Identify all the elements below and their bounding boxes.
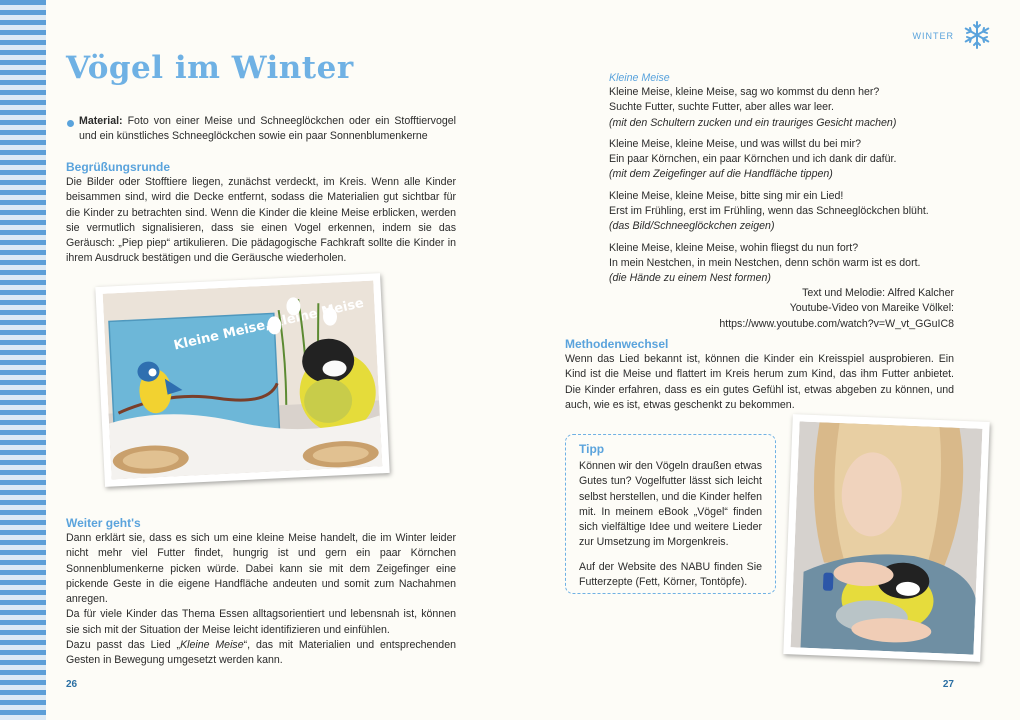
verse-line: Suchte Futter, suchte Futter, aber alles war leer. bbox=[609, 101, 834, 114]
photo-book-and-bird-illustration bbox=[103, 280, 383, 479]
verse-action: (die Hände zu einem Nest formen) bbox=[609, 272, 771, 285]
photo-child-with-bird-illustration bbox=[791, 421, 983, 654]
next-section-body bbox=[66, 531, 456, 669]
material-paragraph bbox=[79, 114, 456, 145]
method-paragraph: Wenn das Lied bekannt ist, können die Kinder ein Kreisspiel ausprobieren. Ein Kind ist die Meise und flattert im Kreis herum zum Kind, das ihm Futter anbietet. Die Kinder erfahren, dass es ein gutes Gefühl ist, etwas abgeben zu können, und auch, wie es ist, etwas geschenkt zu bekommen. bbox=[565, 353, 954, 411]
song-verse bbox=[609, 241, 959, 287]
next-heading: Weiter geht's bbox=[66, 516, 141, 530]
next-p3-end: “, das mit Materialien und entsprechenden Gesten in Bewegung umgesetzt werden kann. bbox=[66, 639, 456, 667]
next-paragraph-2: Da für viele Kinder das Thema Essen alltagsorientiert und lebensnah ist, können sie sich mit der Situation der Meise leicht identifizieren und einfühlen. bbox=[66, 608, 456, 636]
bullet-dot bbox=[67, 120, 74, 127]
tip-paragraph-1: Können wir den Vögeln draußen etwas Gutes tun? Vogelfutter lässt sich leicht selbst herstellen, und die Kinder helfen mit. In meinem eBook „Vögel“ finden sich vielfältige Idee und weitere Lieder zur Umsetzung im Morgenkreis. bbox=[579, 460, 762, 549]
verse-line: Ein paar Körnchen, ein paar Körnchen und ich dank dir dafür. bbox=[609, 153, 897, 166]
credit-line: Text und Melodie: Alfred Kalcher bbox=[802, 287, 954, 299]
credit-line: Youtube-Video von Mareike Völkel: bbox=[789, 302, 954, 315]
song-reference: Kleine Meise bbox=[180, 639, 244, 652]
verse-line: Kleine Meise, kleine Meise, wohin fliegst du nun fort? bbox=[609, 241, 859, 254]
greeting-paragraph: Die Bilder oder Stofftiere liegen, zunächst verdeckt, im Kreis. Wenn alle Kinder beisammen sind, wird die Decke entfernt, sodass die Materialien gut sichtbar für die Kinder zu betrachten sind. Wenn die Kinder die kleine Meise erblicken, werden sie vermutlich signalisieren, dass sie einen Vogel erkennen, indem sie das Geräusch: „Piep piep“ artikulieren. Die pädagogische Fachkraft sollte die Kinder in ihrem Ausdruck bestätigen und die Geräusche wiederholen. bbox=[66, 176, 456, 265]
runner-label: WINTER bbox=[912, 31, 954, 41]
verse-line: Kleine Meise, kleine Meise, und was willst du bei mir? bbox=[609, 137, 862, 150]
verse-action: (mit den Schultern zucken und ein trauriges Gesicht machen) bbox=[609, 116, 897, 129]
tip-heading: Tipp bbox=[579, 442, 605, 456]
song-credits bbox=[719, 286, 954, 332]
greeting-heading: Begrüßungsrunde bbox=[66, 160, 170, 174]
snowflake-icon bbox=[962, 20, 992, 50]
book-cover-title: Kleine Meise, kleine Meise bbox=[172, 295, 366, 354]
photo-child-with-bird bbox=[783, 414, 989, 662]
tip-body bbox=[579, 459, 762, 590]
next-paragraph-1: Dann erklärt sie, dass es sich um eine kleine Meise handelt, die im Winter leider nicht mehr viel Futter findet, hungrig ist und gern ein paar Körnchen Sonnenblumenkerne picken würde. Dabei kann sie mit dem Zeigefinger eine pickende Geste in die eigene Handfläche andeuten und somit zum Nachahmen anregen. bbox=[66, 532, 456, 606]
next-p3-start: Dazu passt das Lied „ bbox=[66, 639, 181, 652]
method-heading: Methodenwechsel bbox=[565, 337, 669, 351]
page-number-left: 26 bbox=[66, 679, 78, 690]
song-verse bbox=[609, 85, 959, 131]
verse-line: Kleine Meise, kleine Meise, sag wo kommst du denn her? bbox=[609, 86, 880, 98]
song-title: Kleine Meise bbox=[609, 72, 670, 84]
song-verse bbox=[609, 137, 959, 183]
verse-line: Erst im Frühling, erst im Frühling, wenn das Schneeglöckchen blüht. bbox=[609, 205, 929, 218]
photo-book-and-bird bbox=[95, 273, 389, 487]
verse-line: In mein Nestchen, in mein Nestchen, denn schön warm ist es dort. bbox=[609, 256, 921, 269]
song-lyrics bbox=[609, 85, 959, 293]
material-label: Material: bbox=[79, 115, 123, 127]
verse-action: (mit dem Zeigefinger auf die Handfläche tippen) bbox=[609, 168, 833, 181]
video-link[interactable]: https://www.youtube.com/watch?v=W_vt_GGuIC8 bbox=[719, 317, 954, 330]
song-verse bbox=[609, 189, 959, 235]
verse-line: Kleine Meise, kleine Meise, bitte sing mir ein Lied! bbox=[609, 189, 844, 202]
page-title: Vögel im Winter bbox=[66, 50, 354, 86]
material-text: Foto von einer Meise und Schneeglöckchen oder ein Stofftiervogel und ein künstliches Schneeglöckchen sowie ein paar Sonnenblumenkerne bbox=[79, 115, 456, 143]
tip-box bbox=[565, 434, 776, 594]
section-runner bbox=[913, 31, 955, 41]
next-paragraph-3 bbox=[66, 638, 456, 669]
decorative-stripe-border bbox=[0, 0, 46, 720]
verse-action: (das Bild/Schneeglöckchen zeigen) bbox=[609, 220, 775, 233]
tip-paragraph-2: Auf der Website des NABU finden Sie Futterzepte (Fett, Körner, Tontöpfe). bbox=[579, 560, 762, 589]
page-number-right: 27 bbox=[942, 679, 954, 690]
